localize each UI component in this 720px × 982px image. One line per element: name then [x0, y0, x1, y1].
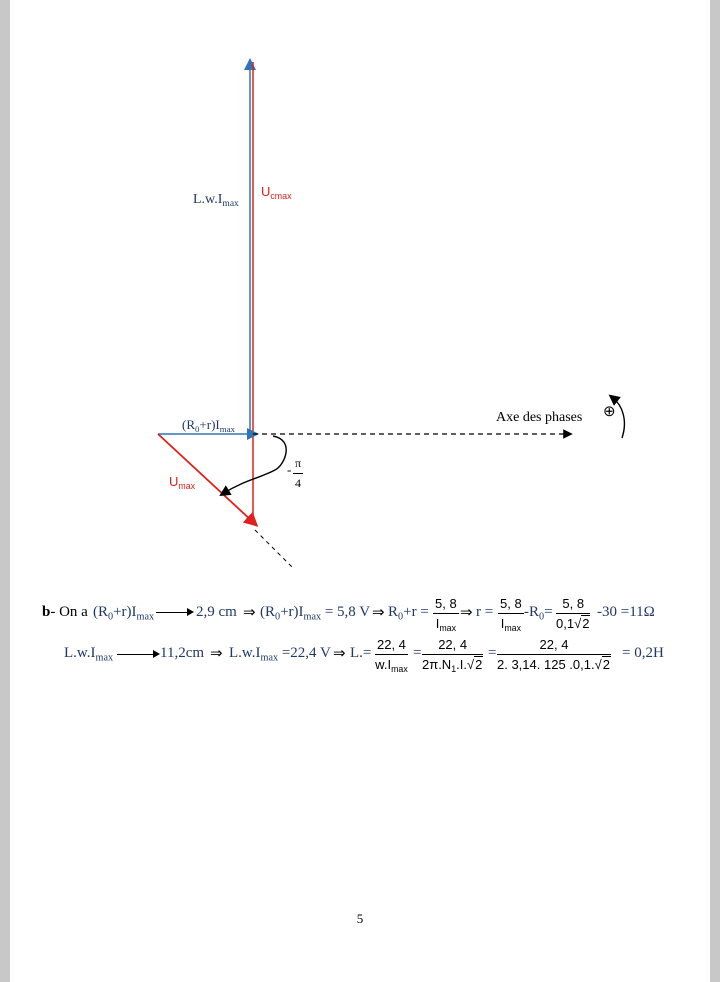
- page-number: 5: [356, 911, 364, 926]
- phasor-diagram: [10, 0, 710, 600]
- fraction-224-over-2pi: $\frac{22, 4}{2\pi.N_1.I.√2}$: [422, 637, 483, 674]
- equals-sign: =: [488, 645, 497, 661]
- fraction-58-over-imax-2: 5, 8 $I_{max}$: [500, 596, 522, 633]
- angle-minus-sign: -: [287, 462, 292, 477]
- document-page: [10, 0, 710, 982]
- implies-symbol: ⇒: [210, 646, 223, 662]
- inductance-equals-term: L.=: [350, 645, 372, 661]
- equals-sign: =: [413, 645, 422, 661]
- length-11-2cm: 11,2cm: [160, 645, 205, 661]
- positive-direction-symbol: ⊕: [603, 404, 616, 420]
- implies-symbol: ⇒: [243, 605, 256, 621]
- r0r-imax-label: $(R_0+r)I_{max}$: [182, 417, 235, 434]
- extension-line: [255, 530, 293, 568]
- fraction-224-numeric: $\frac{22, 4}{2. 3,14. 125 .0,1.√2}$: [497, 637, 610, 672]
- r0r-sum-term: $R_0+r$ =: [388, 604, 429, 623]
- angle-fraction: $\frac{\pi}{4}$: [295, 456, 302, 490]
- phase-axis-label: Axe des phases: [496, 410, 583, 425]
- ucmax-label: $U_{cmax}$: [261, 184, 292, 201]
- r-equals-term: r =: [476, 604, 494, 620]
- minus-r0-term: $-R_0=$: [524, 604, 553, 623]
- r0r-imax-value: $(R_0+r)I_{max} = 5,8$ V: [260, 604, 371, 623]
- angle-arc-arrow: [224, 436, 286, 493]
- fraction-224-over-wimax: 22, 4 $w.I_{max}$: [375, 637, 408, 674]
- fraction-58-over-sqrt: $\frac{5, 8}{0,1√2}$: [556, 596, 590, 631]
- r0r-imax-term: $(R_0+r)I_{max}$: [93, 604, 155, 623]
- lwimax-value: $L.w.I_{max} =22,4$ V: [229, 645, 331, 664]
- lwimax-term: $L.w.I_{max}$: [64, 645, 114, 664]
- implies-symbol: ⇒: [333, 646, 346, 662]
- fraction-58-over-imax: 5, 8 $I_{max}$: [435, 596, 457, 633]
- section-b-intro: b- On a: [42, 604, 88, 620]
- inductance-result: = 0,2H: [622, 645, 664, 661]
- implies-symbol: ⇒: [372, 605, 385, 621]
- implies-symbol: ⇒: [460, 605, 473, 621]
- umax-label: $U_{max}$: [169, 474, 196, 491]
- correspondence-arrow: [156, 612, 188, 613]
- correspondence-arrow: [117, 654, 154, 655]
- lwimax-label: $L.w.I_{max}$: [193, 192, 239, 210]
- length-2-9cm: 2,9 cm: [196, 604, 237, 620]
- resistance-result: -30 =11Ω: [597, 604, 655, 620]
